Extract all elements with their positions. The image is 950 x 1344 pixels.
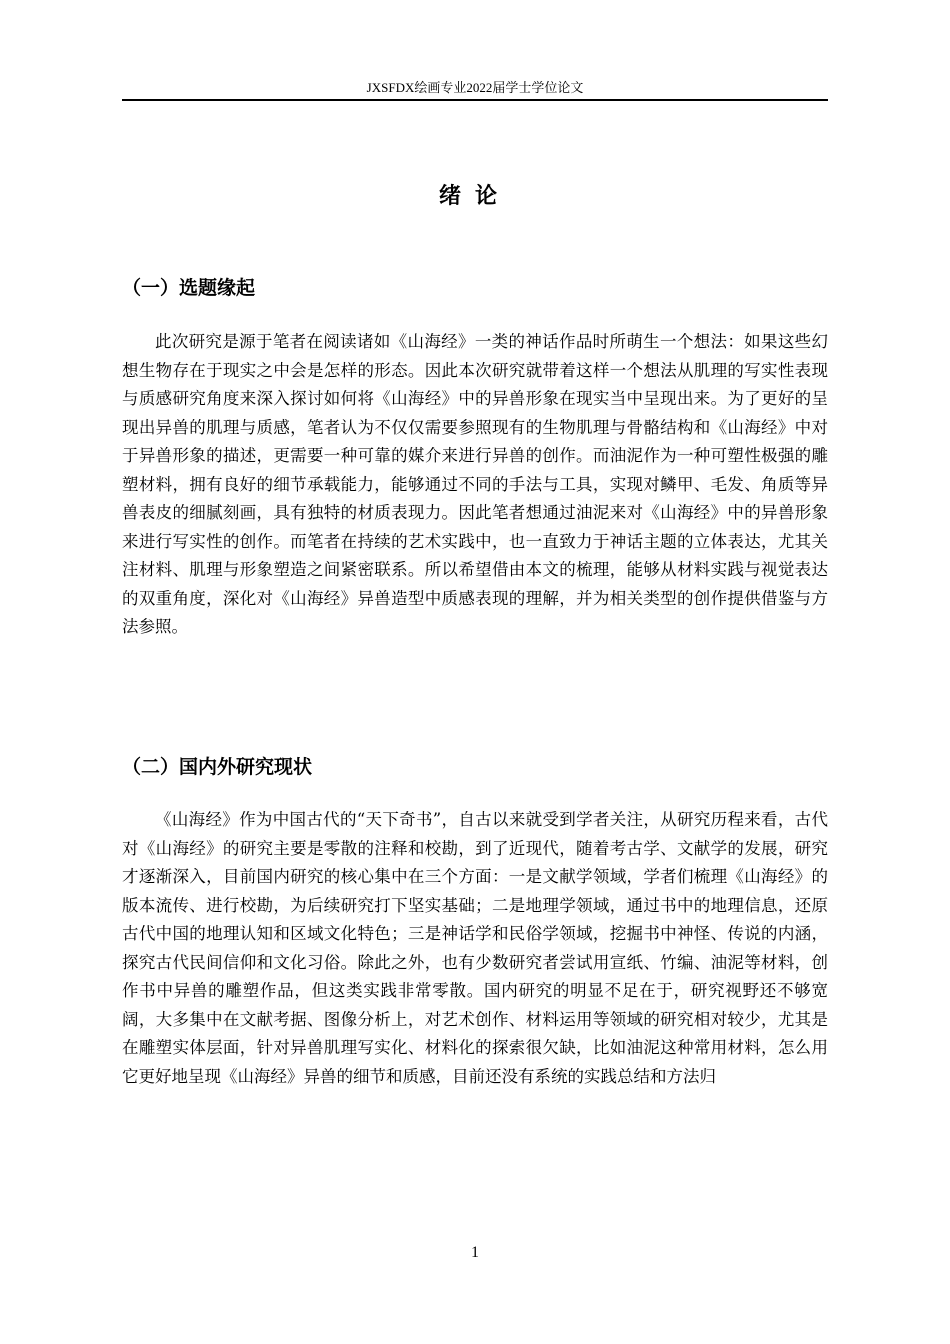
paragraph-research-status: 《山海经》作为中国古代的“天下奇书”，自古以来就受到学者关注，从研究历程来看，古代对《山海经》的研究主要是零散的注释和校勘，到了近现代，随着考古学、文献学的发展，研究才逐渐深入，目前国内研究的核心集中在三个方面：一是文献学领域，学者们梳理《山海经》的版本流传、进行校勘，为后续研究打下坚实基础；二是地理学领域，通过书中的地理信息，还原古代中国的地理认知和区域文化特色；三是神话学和民俗学领域，挖掘书中神怪、传说的内涵，探究古代民间信仰和文化习俗。除此之外，也有少数研究者尝试用宣纸、竹编、油泥等材料，创作书中异兽的雕塑作品，但这类实践非常零散。国内研究的明显不足在于，研究视野还不够宽阔，大多集中在文献考据、图像分析上，对艺术创作、材料运用等领域的研究相对较少，尤其是在雕塑实体层面，针对异兽肌理写实化、材料化的探索很欠缺，比如油泥这种常用材料，怎么用它更好地呈现《山海经》异兽的细节和质感，目前还没有系统的实践总结和方法归	[122, 810, 828, 1086]
chapter-title: 绪论	[438, 184, 511, 209]
header-divider	[122, 99, 828, 101]
section-heading-research-status: （二）国内外研究现状	[122, 756, 313, 778]
page-number: 1	[471, 1244, 479, 1261]
running-header: JXSFDX绘画专业2022届学士学位论文	[366, 80, 584, 95]
paragraph-topic-origin: 此次研究是源于笔者在阅读诸如《山海经》一类的神话作品时所萌生一个想法：如果这些幻想生物存在于现实之中会是怎样的形态。因此本次研究就带着这样一个想法从肌理的写实性表现与质感研究角度来深入探讨如何将《山海经》中的异兽形象在现实当中呈现出来。为了更好的呈现出异兽的肌理与质感，笔者认为不仅仅需要参照现有的生物肌理与骨骼结构和《山海经》中对于异兽形象的描述，更需要一种可靠的媒介来进行异兽的创作。而油泥作为一种可塑性极强的雕塑材料，拥有良好的细节承载能力，能够通过不同的手法与工具，实现对鳞甲、毛发、角质等异兽表皮的细腻刻画，具有独特的材质表现力。因此笔者想通过油泥来对《山海经》中的异兽形象来进行写实性的创作。而笔者在持续的艺术实践中，也一直致力于神话主题的立体表达，尤其关注材料、肌理与形象塑造之间紧密联系。所以希望借由本文的梳理，能够从材料实践与视觉表达的双重角度，深化对《山海经》异兽造型中质感表现的理解，并为相关类型的创作提供借鉴与方法参照。	[122, 332, 828, 636]
section-heading-topic-origin: （一）选题缘起	[122, 277, 256, 299]
